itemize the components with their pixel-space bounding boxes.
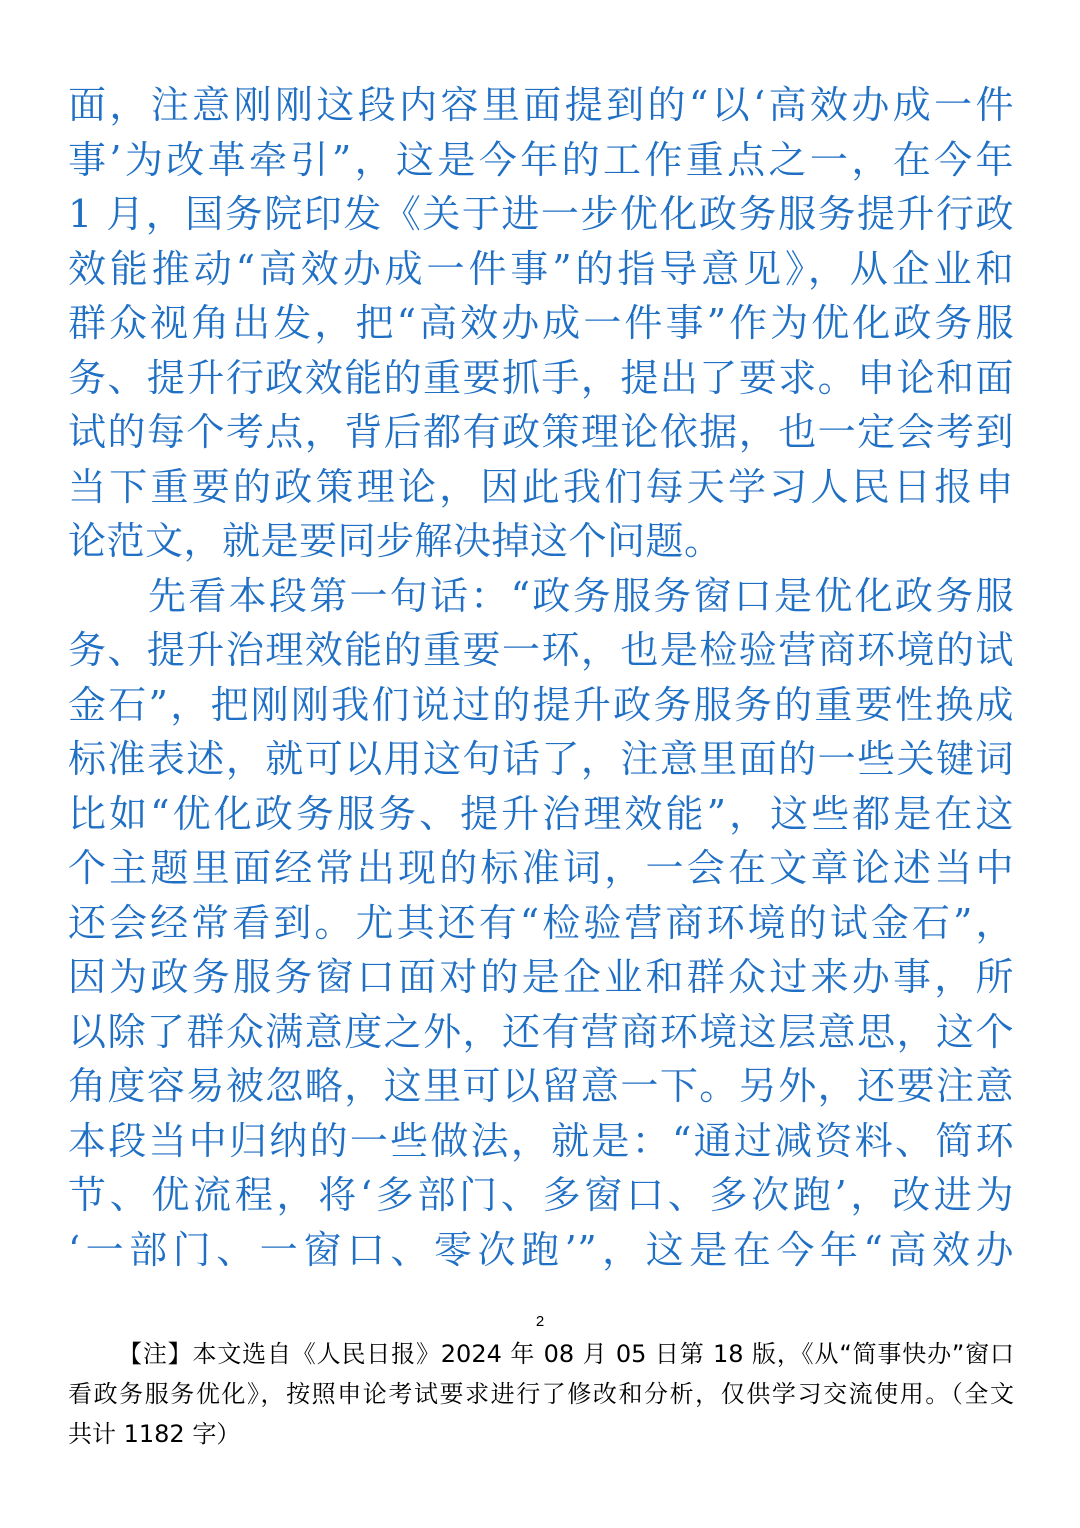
body-line: 比如“优化政务服务、提升治理效能”，这些都是在这 [68, 791, 1014, 836]
body-line: 面，注意刚刚这段内容里面提到的“以‘高效办成一件 [68, 83, 1014, 127]
body-line: 论范文，就是要同步解决掉这个问题。 [68, 519, 723, 563]
body-text [68, 78, 1014, 1277]
body-line: 金石”，把刚刚我们说过的提升政务服务的重要性换成 [68, 682, 1014, 727]
page-number: 2 [535, 1313, 545, 1330]
body-line: 当下重要的政策理论，因此我们每天学习人民日报申 [68, 464, 1014, 509]
footnote-line: 【注】本文选自《人民日报》2024 年 08 月 05 日第 18 版，《从“简事快办”窗口 [118, 1340, 1014, 1368]
body-line: ‘一部门、一窗口、零次跑’”，这是在今年“高效办 [68, 1227, 1014, 1272]
body-line: 节、优流程，将‘多部门、多窗口、多次跑’，改进为 [68, 1173, 1014, 1217]
body-line: 先看本段第一句话：“政务服务窗口是优化政务服 [148, 573, 1014, 618]
body-line: 事’为改革牵引”，这是今年的工作重点之一，在今年 [68, 137, 1014, 182]
body-line: 角度容易被忽略，这里可以留意一下。另外，还要注意 [68, 1064, 1014, 1108]
footnote [68, 1334, 1014, 1454]
body-line: 标准表述，就可以用这句话了，注意里面的一些关键词 [68, 737, 1014, 781]
body-line: 以除了群众满意度之外，还有营商环境这层意思，这个 [68, 1009, 1014, 1054]
body-line: 群众视角出发，把“高效办成一件事”作为优化政务服 [68, 301, 1014, 345]
body-line: 效能推动“高效办成一件事”的指导意见》，从企业和 [68, 246, 1014, 291]
body-line: 因为政务服务窗口面对的是企业和群众过来办事，所 [68, 955, 1014, 999]
body-line: 本段当中归纳的一些做法，就是：“通过减资料、简环 [68, 1118, 1014, 1163]
body-line: 务、提升治理效能的重要一环，也是检验营商环境的试 [68, 628, 1014, 672]
body-line: 务、提升行政效能的重要抓手，提出了要求。申论和面 [68, 355, 1014, 400]
footnote-line: 看政务服务优化》，按照申论考试要求进行了修改和分析，仅供学习交流使用。（全文 [68, 1380, 1014, 1408]
body-line: 试的每个考点，背后都有政策理论依据，也一定会考到 [68, 410, 1014, 454]
body-line: 1 月，国务院印发《关于进一步优化政务服务提升行政 [68, 192, 1014, 236]
body-line: 个主题里面经常出现的标准词，一会在文章论述当中 [68, 846, 1014, 890]
body-line: 还会经常看到。尤其还有“检验营商环境的试金石”， [68, 900, 1014, 945]
footnote-line: 共计 1182 字） [68, 1420, 241, 1448]
